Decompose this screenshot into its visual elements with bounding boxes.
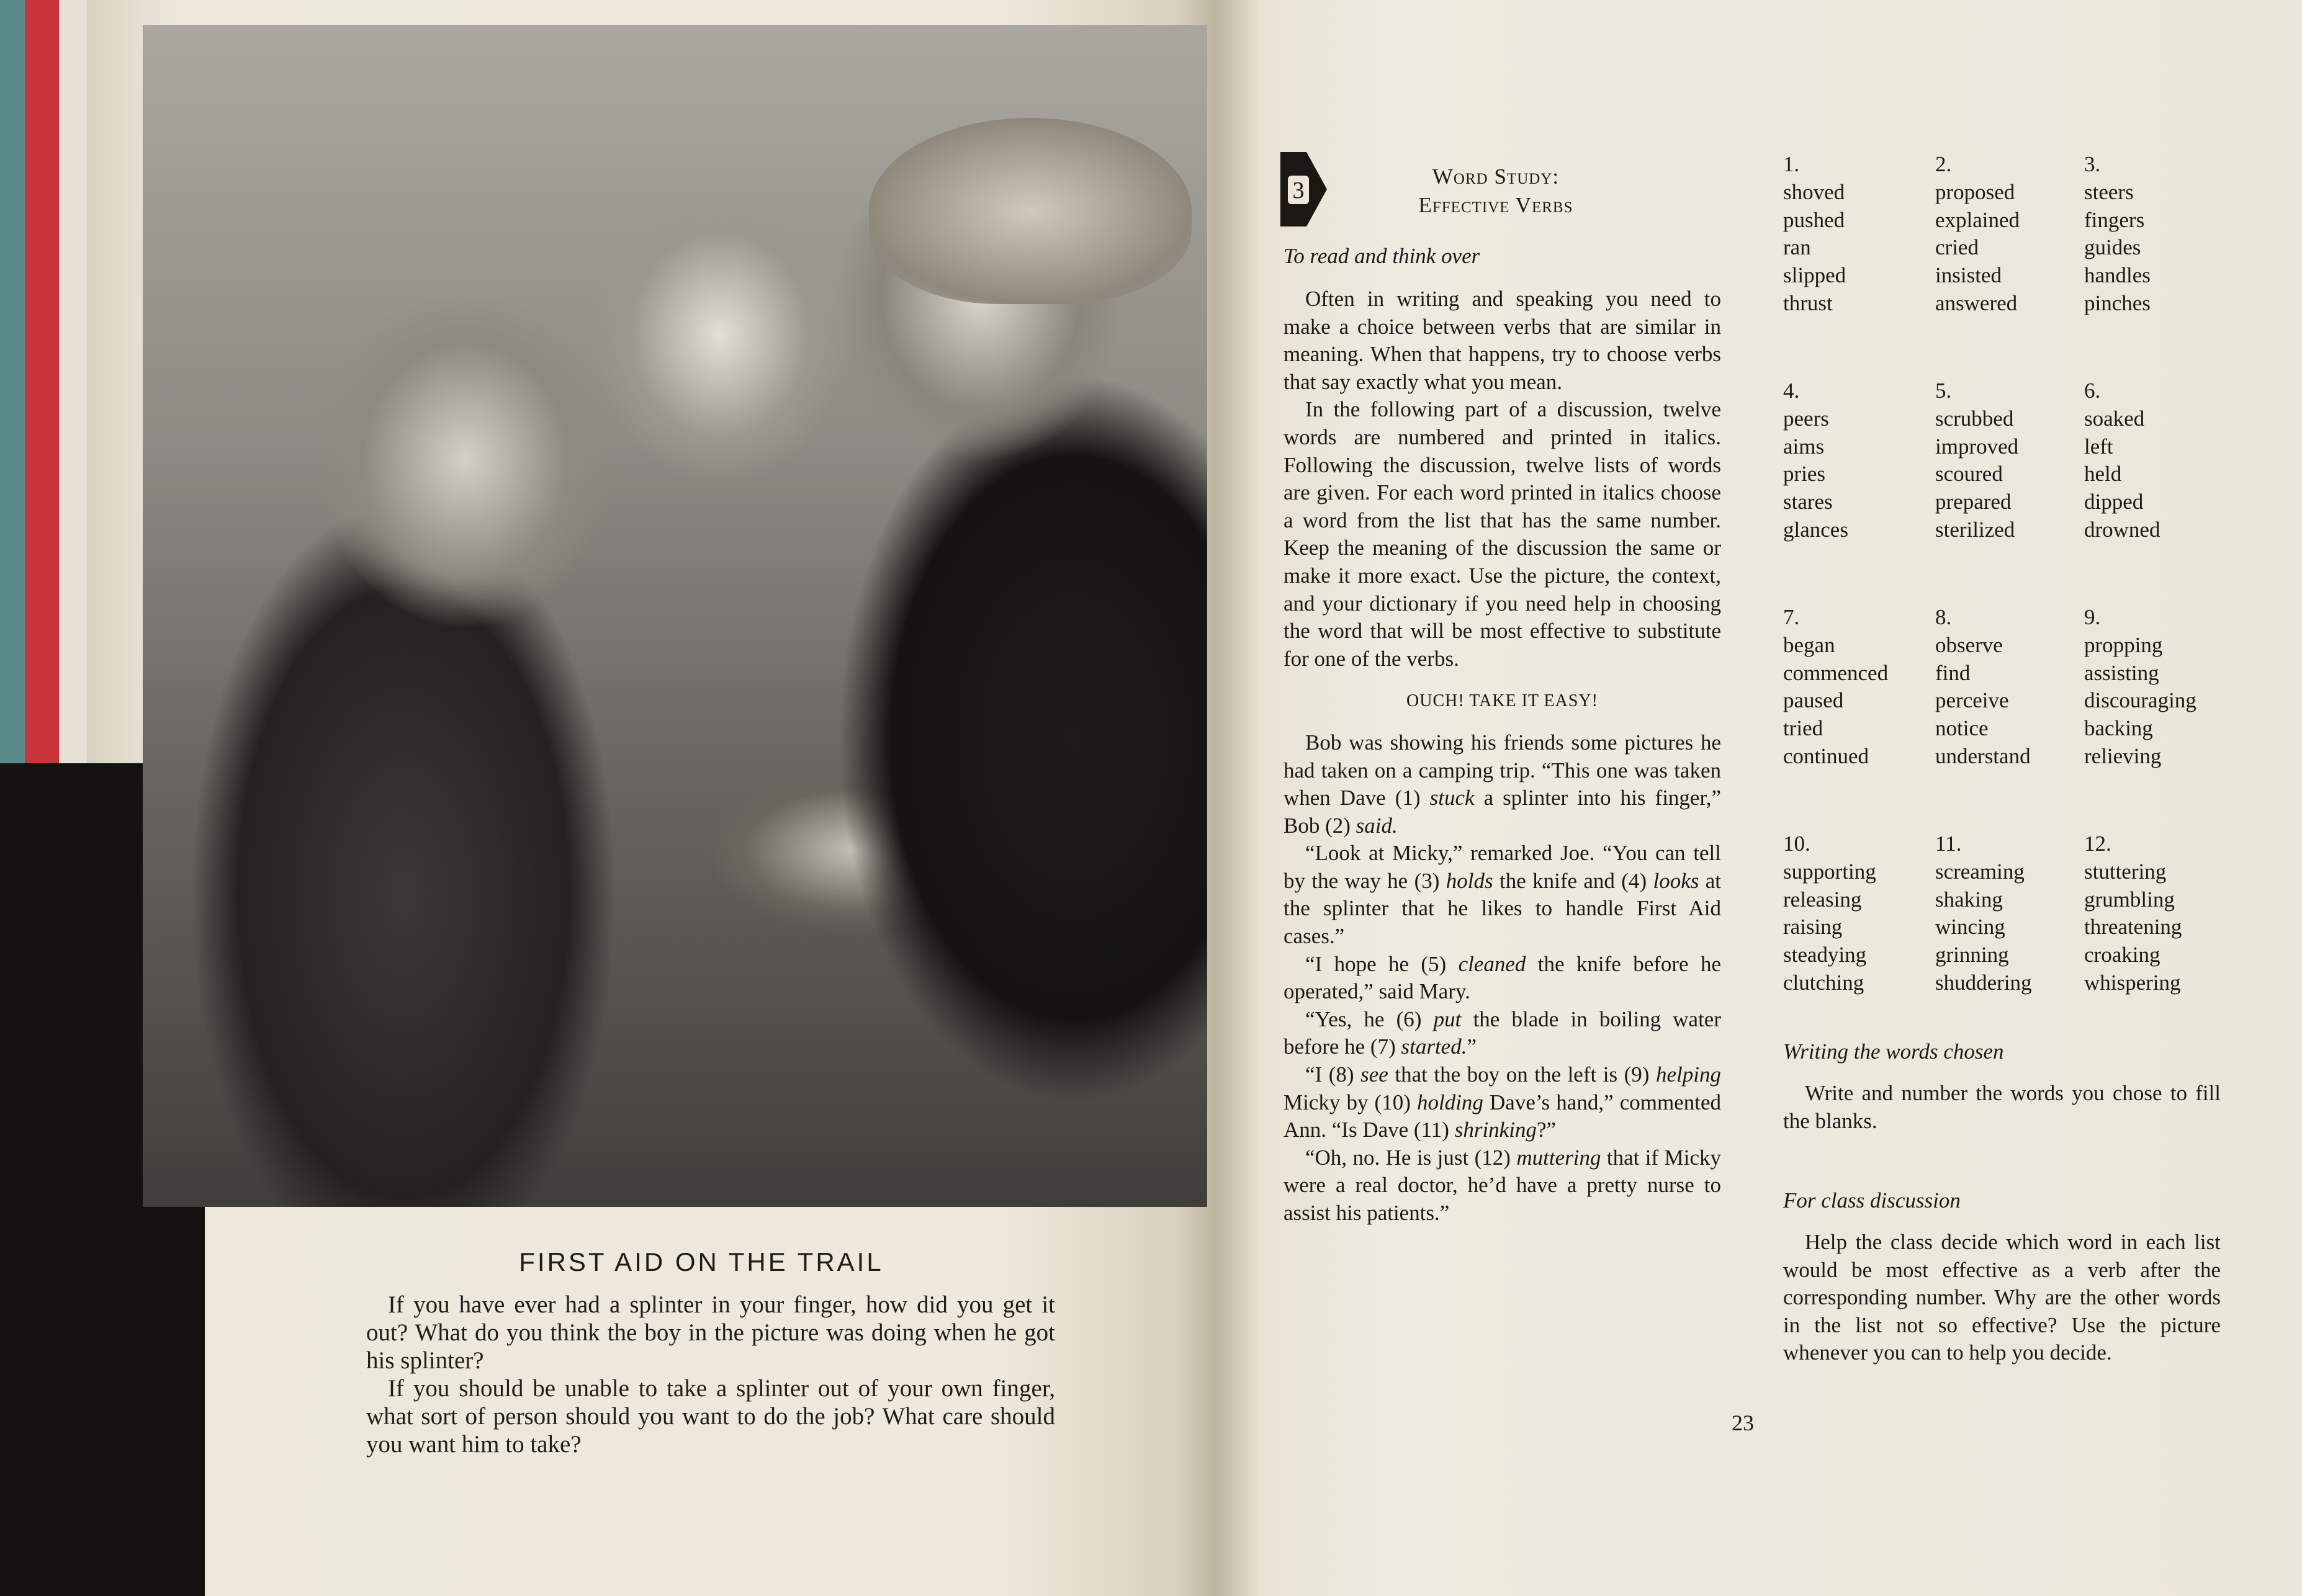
- section-title-line2: Effective Verbs: [1418, 193, 1573, 217]
- intro-paragraph: In the following part of a discussion, twelve words are numbered and printed in italics. Following the discussion, twelve lists of words are given. For each word printed in italics choose a word from the list that has the same number. Keep the meaning of the discussion the same or make it more exact. Use the picture, the context, and your dictionary if you need help in choosing the word that will be most effective to substitute for one of the verbs.: [1284, 397, 1721, 671]
- photo-detail: [869, 118, 1192, 304]
- word-list: 8. observe find perceive notice understand: [1935, 605, 2031, 768]
- writing-text: Write and number the words you chose to fill the blanks.: [1783, 1081, 2221, 1133]
- word-list: 12. stuttering grumbling threatening croaking whispering: [2084, 832, 2182, 995]
- caption-paragraph: If you should be unable to take a splinter out of your own finger, what sort of person should you want to do the job? What care should you want him to take?: [366, 1375, 1055, 1458]
- word-list: 5. scrubbed improved scoured prepared sterilized: [1935, 379, 2019, 542]
- story-paragraph: “Look at Micky,” remarked Joe. “You can tell by the way he (3) holds the knife and (4) looks at the splinter that he likes to handle First Aid cases.”: [1284, 841, 1721, 949]
- writing-heading: Writing the words chosen: [1783, 1039, 2004, 1064]
- story-paragraph: “I hope he (5) cleaned the knife before he operated,” said Mary.: [1284, 951, 1721, 1004]
- discussion-text: Help the class decide which word in each list would be most effective as a verb after the corresponding number. Why are the other words in the list not so effective? Use the picture whenever you can to help you decide.: [1783, 1230, 2221, 1365]
- badge-number: 3: [1292, 177, 1305, 204]
- word-list: 3. steers fingers guides handles pinches: [2084, 152, 2151, 315]
- word-list: 7. began commenced paused tried continued: [1783, 605, 1889, 768]
- word-list: 4. peers aims pries stares glances: [1783, 379, 1848, 542]
- word-list: 1. shoved pushed ran slipped thrust: [1783, 152, 1846, 315]
- word-list: 2. proposed explained cried insisted answered: [1935, 152, 2020, 315]
- story-paragraph: “Oh, no. He is just (12) muttering that if Micky were a real doctor, he’d have a pretty nurse to assist his patients.”: [1284, 1145, 1721, 1225]
- word-list: 6. soaked left held dipped drowned: [2084, 379, 2160, 542]
- caption-title: FIRST AID ON THE TRAIL: [519, 1247, 884, 1276]
- story-paragraph: “Yes, he (6) put the blade in boiling water before he (7) started.”: [1284, 1006, 1721, 1059]
- caption-body: [366, 1291, 1055, 1458]
- story-title: OUCH! TAKE IT EASY!: [1406, 691, 1598, 711]
- intro-paragraph: Often in writing and speaking you need to make a choice between verbs that are similar in meaning. When that happens, try to choose verbs that say exactly what you mean.: [1284, 287, 1721, 394]
- story-paragraph: Bob was showing his friends some pictures he had taken on a camping trip. “This one was taken when Dave (1) stuck a splinter into his finger,” Bob (2) said.: [1284, 730, 1722, 838]
- main-column: [1284, 285, 1721, 1227]
- section-title: [1353, 163, 1639, 220]
- read-heading: To read and think over: [1284, 244, 1480, 268]
- photo-first-aid: [143, 25, 1207, 1207]
- word-list: 9. propping assisting discouraging backing relieving: [2084, 605, 2196, 768]
- caption-paragraph: If you have ever had a splinter in your finger, how did you get it out? What do you think the boy in the picture was doing when he got his splinter?: [366, 1291, 1055, 1374]
- writing-section: [1783, 1080, 2221, 1135]
- page-number: 23: [1732, 1410, 1754, 1435]
- arrow-badge-icon: [1280, 152, 1327, 226]
- section-title-line1: Word Study:: [1432, 164, 1560, 189]
- word-list: 11. screaming shaking wincing grinning shuddering: [1935, 832, 2032, 995]
- section-number-badge: [1280, 152, 1327, 226]
- story-paragraph: “I (8) see that the boy on the left is (9) helping Micky by (10) holding Dave’s hand,” commented Ann. “Is Dave (11) shrinking?”: [1284, 1062, 1721, 1142]
- discussion-section: [1783, 1229, 2221, 1367]
- word-list: 10. supporting releasing raising steadying clutching: [1783, 832, 1876, 995]
- discussion-heading: For class discussion: [1783, 1188, 1961, 1213]
